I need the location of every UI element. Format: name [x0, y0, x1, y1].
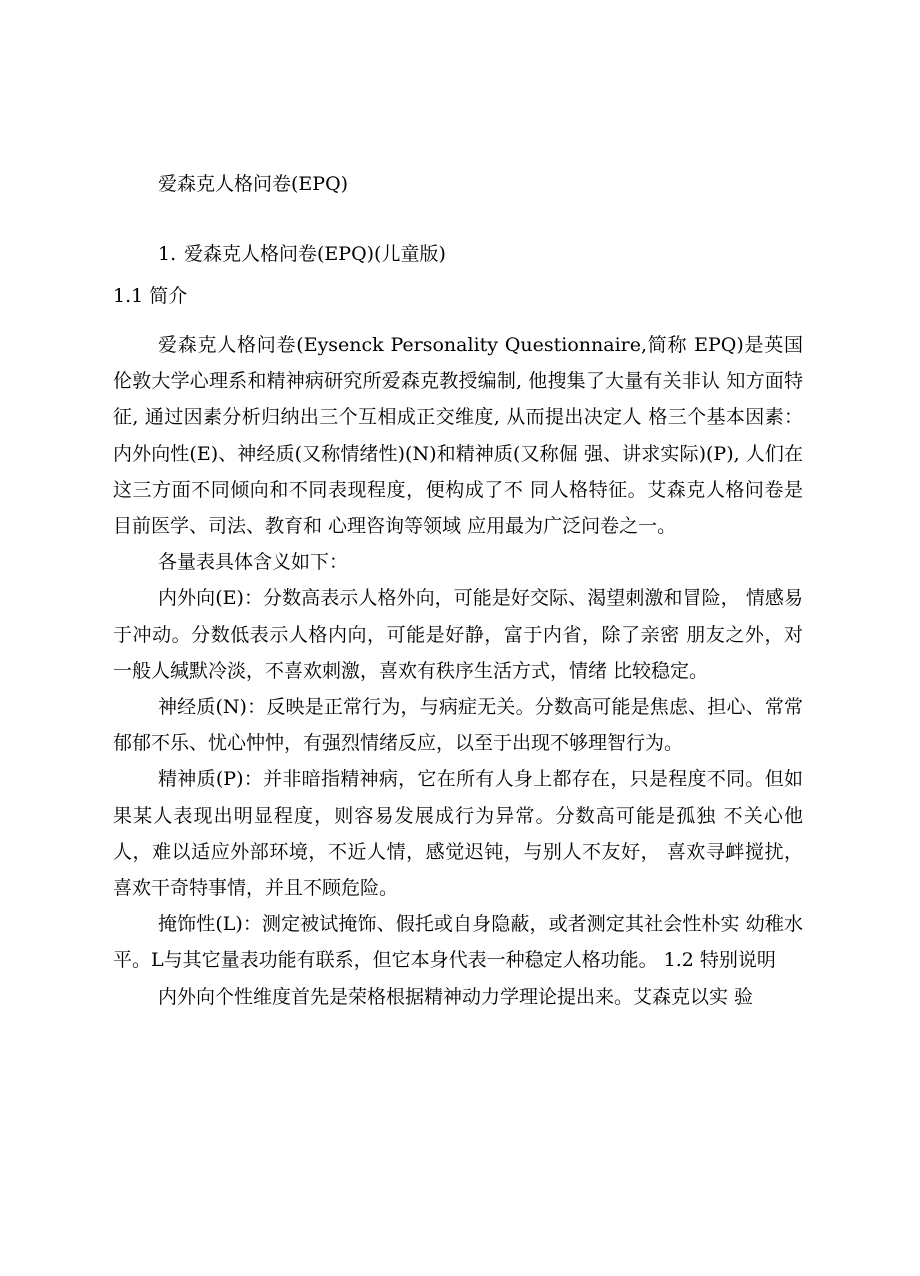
- subtitle-line: [158, 240, 446, 268]
- paragraph-scale-meaning: 各量表具体含义如下：: [158, 551, 349, 574]
- subtitle-text: 爱森克人格问卷(EPQ)(儿童版): [184, 243, 446, 265]
- paragraph-lie-scale: 掩饰性(L)：测定被试掩饰、假托或自身隐蔽，或者测定其社会性朴实 幼稚水平。L与其它量表功能有联系，但它本身代表一种稳定人格功能。 1.2 特别说明: [113, 913, 803, 972]
- paragraph-psychoticism: 精神质(P)：并非暗指精神病，它在所有人身上都存在，只是程度不同。但如果某人表现出明显程度，则容易发展成行为异常。分数高可能是孤独 不关心他人，难以适应外部环境，不近人情，感觉迟钝，与别人不友好， 喜欢寻衅搅扰，喜欢干奇特事情，并且不顾危险。: [113, 768, 803, 900]
- subtitle-number: 1.: [158, 243, 177, 265]
- document-title: 爱森克人格问卷(EPQ): [158, 173, 349, 195]
- paragraph-introduction: 爱森克人格问卷(Eysenck Personality Questionnaire,简称 EPQ)是英国 伦敦大学心理系和精神病研究所爱森克教授编制, 他搜集了大量有关非认 知方面特征, 通过因素分析归纳出三个互相成正交维度, 从而提出决定人 格三个基本因素：内外向性(E)、神经质(又称情绪性)(N)和精神质(又称倔 强、讲求实际)(P), 人们在这三方面不同倾向和不同表现程度，便构成了不 同人格特征。艾森克人格问卷是目前医学、司法、教育和 心理咨询等领域 应用最为广泛问卷之一。: [113, 334, 803, 538]
- paragraph-extraversion: 内外向(E)：分数高表示人格外向，可能是好交际、渴望刺激和冒险， 情感易于冲动。分数低表示人格内向，可能是好静，富于内省，除了亲密 朋友之外，对一般人缄默冷淡，不喜欢刺激，喜欢有秩序生活方式，情绪 比较稳定。: [113, 587, 803, 682]
- document-body: [113, 327, 803, 1015]
- paragraph-special-notes: 内外向个性维度首先是荣格根据精神动力学理论提出来。艾森克以实 验: [158, 985, 754, 1008]
- section-heading: 1.1 简介: [113, 285, 188, 307]
- paragraph-neuroticism: 神经质(N)：反映是正常行为，与病症无关。分数高可能是焦虑、担心、常常郁郁不乐、忧心忡忡，有强烈情绪反应，以至于出现不够理智行为。: [113, 696, 803, 755]
